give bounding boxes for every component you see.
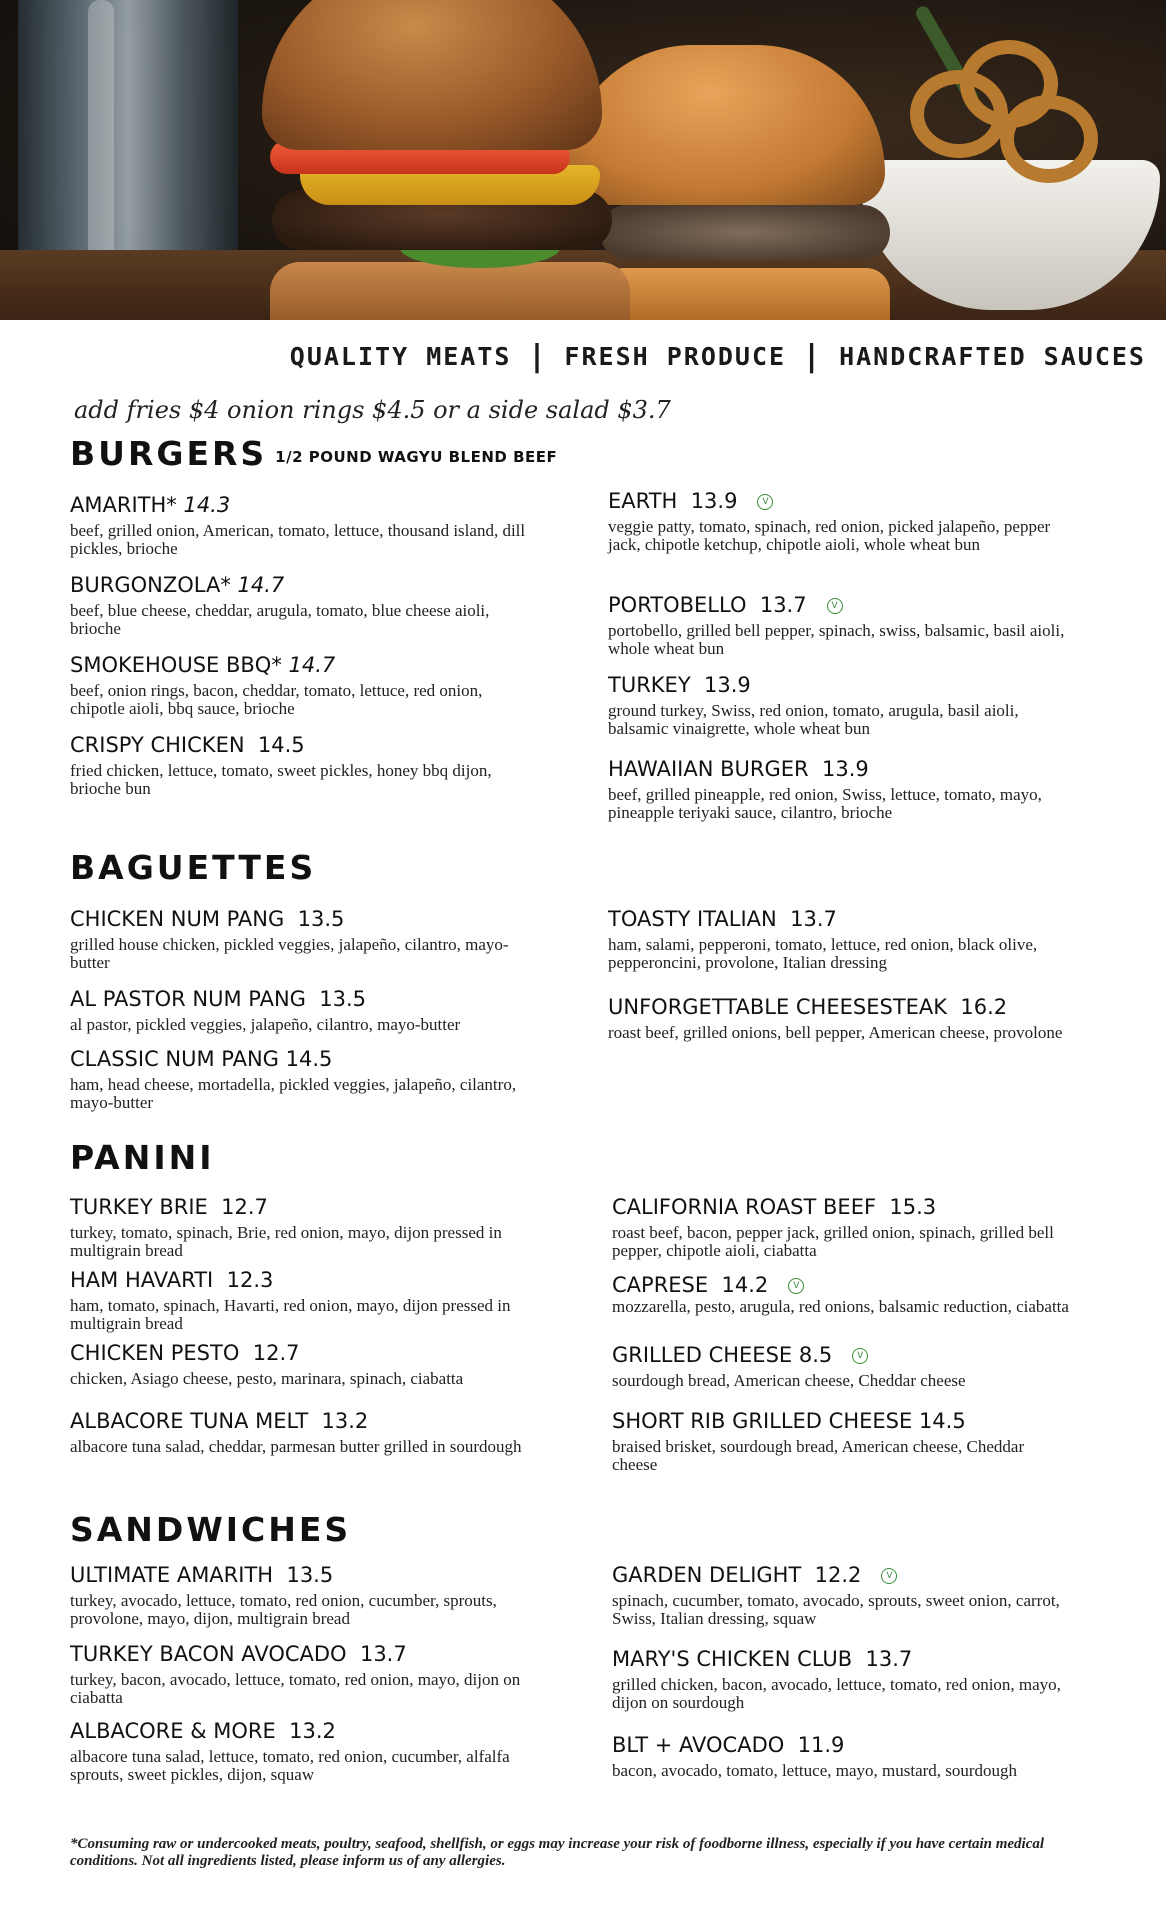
menu-item-al-pastor-num-pang	[70, 986, 530, 1034]
item-description: ham, salami, pepperoni, tomato, lettuce, red onion, black olive, pepperoncini, provolone, Italian dressing	[608, 935, 1038, 972]
item-name-text: GARDEN DELIGHT	[612, 1563, 802, 1587]
item-description: spinach, cucumber, tomato, avocado, sprouts, sweet onion, carrot, Swiss, Italian dressing, squaw	[612, 1591, 1060, 1628]
vegetarian-icon: V	[788, 1278, 804, 1294]
item-name	[70, 1194, 530, 1220]
menu-item-caprese	[612, 1272, 1072, 1316]
item-name-text: EARTH	[608, 489, 678, 513]
item-name-text: ALBACORE TUNA MELT	[70, 1409, 309, 1433]
onion-ring	[1000, 95, 1098, 183]
hero-burgers-photo	[0, 0, 1166, 320]
item-description: ham, tomato, spinach, Havarti, red onion, mayo, dijon pressed in multigrain bread	[70, 1296, 511, 1333]
item-name-text: HAWAIIAN BURGER	[608, 757, 809, 781]
menu-item-smokehouse-bbq	[70, 652, 530, 718]
section-title-panini: PANINI	[70, 1138, 215, 1177]
menu-item-garden-delight	[612, 1562, 1072, 1628]
item-price: 13.5	[286, 1563, 334, 1587]
item-description: turkey, tomato, spinach, Brie, red onion, mayo, dijon pressed in multigrain bread	[70, 1223, 502, 1260]
item-name-text: SMOKEHOUSE BBQ*	[70, 653, 282, 677]
vegetarian-icon: V	[881, 1568, 897, 1584]
item-name	[70, 1641, 530, 1667]
item-name	[70, 652, 530, 678]
menu-item-chicken-pesto	[70, 1340, 530, 1388]
item-name-text: GRILLED CHEESE	[612, 1343, 793, 1367]
item-description: bacon, avocado, tomato, lettuce, mayo, mustard, sourdough	[612, 1761, 1018, 1780]
item-name	[70, 1718, 530, 1744]
tagline-separator: |	[531, 338, 545, 374]
item-name	[70, 492, 530, 518]
addons-note: add fries $4 onion rings $4.5 or a side salad $3.7	[74, 396, 671, 424]
item-name	[70, 1562, 530, 1588]
item-description: roast beef, bacon, pepper jack, grilled onion, spinach, grilled bell pepper, chipotle aioli, ciabatta	[612, 1223, 1054, 1260]
item-description: albacore tuna salad, lettuce, tomato, red onion, cucumber, alfalfa sprouts, sweet pickles, dijon, squaw	[70, 1747, 510, 1784]
item-price: 13.7	[359, 1642, 407, 1666]
item-price: 13.2	[321, 1409, 369, 1433]
item-description: beef, onion rings, bacon, cheddar, tomato, lettuce, red onion, chipotle aioli, bbq sauce, brioche	[70, 681, 483, 718]
item-name-text: CLASSIC NUM PANG	[70, 1047, 279, 1071]
item-name	[612, 1562, 1072, 1588]
vegetarian-icon: V	[757, 494, 773, 510]
item-price: 12.3	[226, 1268, 274, 1292]
burger-bun	[565, 45, 885, 205]
vegetarian-icon: V	[827, 598, 843, 614]
item-description: al pastor, pickled veggies, jalapeño, cilantro, mayo-butter	[70, 1015, 461, 1034]
burger-bun	[262, 0, 602, 150]
item-name-text: TURKEY	[608, 673, 691, 697]
item-name	[608, 592, 1068, 618]
item-name-text: UNFORGETTABLE CHEESESTEAK	[608, 995, 948, 1019]
item-name-text: ULTIMATE AMARITH	[70, 1563, 274, 1587]
section-subtitle: 1/2 POUND WAGYU BLEND BEEF	[275, 448, 558, 466]
item-name	[70, 906, 530, 932]
item-name	[70, 1340, 530, 1366]
item-name-text: CAPRESE	[612, 1273, 709, 1297]
item-description: beef, grilled onion, American, tomato, lettuce, thousand island, dill pickles, brioche	[70, 521, 526, 558]
tagline-handcrafted-sauces: HANDCRAFTED SAUCES	[839, 341, 1146, 371]
item-name-text: BURGONZOLA*	[70, 573, 231, 597]
allergy-disclaimer: *Consuming raw or undercooked meats, poultry, seafood, shellfish, or eggs may increase your risk of foodborne illness, especially if you have certain medical conditions. Not all ingredients listed, please inform us of any allergies.	[70, 1836, 1045, 1869]
menu-item-short-rib-grilled-cheese	[612, 1408, 1072, 1474]
item-description: mozzarella, pesto, arugula, red onions, balsamic reduction, ciabatta	[612, 1297, 1069, 1316]
item-name	[612, 1408, 1072, 1434]
item-name	[608, 672, 1068, 698]
item-price: 16.2	[960, 995, 1008, 1019]
item-name	[612, 1342, 1072, 1368]
item-name-text: CHICKEN NUM PANG	[70, 907, 285, 931]
item-name	[70, 1046, 530, 1072]
item-price: 14.7	[237, 573, 285, 597]
menu-item-blt-avocado	[612, 1732, 1072, 1780]
item-price: 12.7	[221, 1195, 268, 1219]
item-description: fried chicken, lettuce, tomato, sweet pickles, honey bbq dijon, brioche bun	[70, 761, 492, 798]
menu-item-ultimate-amarith	[70, 1562, 530, 1628]
item-name-text: AL PASTOR NUM PANG	[70, 987, 306, 1011]
menu-item-grilled-cheese	[612, 1342, 1072, 1390]
item-description: braised brisket, sourdough bread, American cheese, Cheddar cheese	[612, 1437, 1025, 1474]
item-price: 13.9	[704, 673, 751, 697]
item-price: 14.2	[721, 1273, 769, 1297]
item-price: 11.9	[797, 1733, 845, 1757]
item-name-text: TOASTY ITALIAN	[608, 907, 777, 931]
item-description: turkey, avocado, lettuce, tomato, red onion, cucumber, sprouts, provolone, mayo, dijon, multigrain bread	[70, 1591, 497, 1628]
item-price: 13.9	[822, 757, 869, 781]
item-name	[608, 906, 1068, 932]
menu-item-amarith	[70, 492, 530, 558]
item-name	[608, 488, 1068, 514]
item-name-text: CALIFORNIA ROAST BEEF	[612, 1195, 877, 1219]
item-name-text: BLT + AVOCADO	[612, 1733, 785, 1757]
section-title-burgers: BURGERS 1/2 POUND WAGYU BLEND BEEF	[70, 434, 558, 473]
item-description: beef, blue cheese, cheddar, arugula, tomato, blue cheese aioli, brioche	[70, 601, 490, 638]
menu-item-ham-havarti	[70, 1267, 530, 1333]
menu-item-hawaiian-burger	[608, 756, 1068, 822]
menu-item-crispy-chicken	[70, 732, 530, 798]
item-name	[608, 756, 1068, 782]
item-name	[70, 986, 530, 1012]
item-price: 12.2	[814, 1563, 862, 1587]
item-name-text: HAM HAVARTI	[70, 1268, 214, 1292]
item-description: turkey, bacon, avocado, lettuce, tomato, red onion, mayo, dijon on ciabatta	[70, 1670, 521, 1707]
menu-item-albacore-tuna-melt	[70, 1408, 530, 1456]
menu-item-unforgettable-cheesesteak	[608, 994, 1068, 1042]
item-description: veggie patty, tomato, spinach, red onion, picked jalapeño, pepper jack, chipotle ketchup, chipotle aioli, whole wheat bun	[608, 517, 1051, 554]
item-name	[612, 1194, 1072, 1220]
item-price: 14.5	[918, 1409, 966, 1433]
item-description: beef, grilled pineapple, red onion, Swiss, lettuce, tomato, mayo, pineapple teriyaki sauce, cilantro, brioche	[608, 785, 1042, 822]
item-price: 12.7	[252, 1341, 300, 1365]
item-description: grilled chicken, bacon, avocado, lettuce, tomato, red onion, mayo, dijon on sourdough	[612, 1675, 1061, 1712]
item-description: albacore tuna salad, cheddar, parmesan butter grilled in sourdough	[70, 1437, 522, 1456]
item-price: 15.3	[889, 1195, 937, 1219]
tagline-quality-meats: QUALITY MEATS	[289, 341, 512, 371]
item-name	[612, 1272, 1072, 1298]
item-description: roast beef, grilled onions, bell pepper, American cheese, provolone	[608, 1023, 1063, 1042]
item-description: chicken, Asiago cheese, pesto, marinara, spinach, ciabatta	[70, 1369, 464, 1388]
item-price: 14.3	[183, 493, 231, 517]
menu-item-burgonzola	[70, 572, 530, 638]
item-description: grilled house chicken, pickled veggies, jalapeño, cilantro, mayo-butter	[70, 935, 509, 972]
item-name-text: AMARITH*	[70, 493, 177, 517]
item-name	[70, 1408, 530, 1434]
tagline	[290, 338, 1146, 374]
item-name	[608, 994, 1068, 1020]
item-name	[612, 1646, 1072, 1672]
item-description: portobello, grilled bell pepper, spinach, swiss, balsamic, basil aioli, whole wheat bun	[608, 621, 1065, 658]
item-price: 14.5	[285, 1047, 333, 1071]
item-price: 13.5	[297, 907, 345, 931]
menu-item-toasty-italian	[608, 906, 1068, 972]
menu-item-turkey	[608, 672, 1068, 738]
menu-item-marys-chicken-club	[612, 1646, 1072, 1712]
section-title-baguettes: BAGUETTES	[70, 848, 317, 887]
menu-item-albacore-and-more	[70, 1718, 530, 1784]
item-name-text: TURKEY BRIE	[70, 1195, 208, 1219]
item-price: 13.9	[690, 489, 738, 513]
item-price: 13.7	[790, 907, 837, 931]
menu-item-turkey-bacon-avocado	[70, 1641, 530, 1707]
tagline-separator: |	[806, 338, 820, 374]
item-price: 8.5	[798, 1343, 833, 1367]
item-name	[70, 732, 530, 758]
item-name-text: CRISPY CHICKEN	[70, 733, 245, 757]
vegetarian-icon: V	[852, 1348, 868, 1364]
item-name-text: MARY'S CHICKEN CLUB	[612, 1647, 853, 1671]
item-description: sourdough bread, American cheese, Cheddar cheese	[612, 1371, 966, 1390]
item-name-text: TURKEY BACON AVOCADO	[70, 1642, 347, 1666]
item-name-text: PORTOBELLO	[608, 593, 747, 617]
item-description: ham, head cheese, mortadella, pickled veggies, jalapeño, cilantro, mayo-butter	[70, 1075, 517, 1112]
item-price: 13.5	[319, 987, 367, 1011]
item-name-text: CHICKEN PESTO	[70, 1341, 240, 1365]
item-name-text: SHORT RIB GRILLED CHEESE	[612, 1409, 913, 1433]
item-name	[70, 572, 530, 598]
menu-item-earth	[608, 488, 1068, 554]
item-description: ground turkey, Swiss, red onion, tomato, arugula, basil aioli, balsamic vinaigrette, whole wheat bun	[608, 701, 1019, 738]
menu-item-portobello	[608, 592, 1068, 658]
menu-item-turkey-brie	[70, 1194, 530, 1260]
item-price: 13.7	[759, 593, 807, 617]
menu-item-chicken-num-pang	[70, 906, 530, 972]
menu-item-classic-num-pang	[70, 1046, 530, 1112]
tagline-fresh-produce: FRESH PRODUCE	[564, 341, 787, 371]
item-price: 14.7	[288, 653, 336, 677]
item-price: 14.5	[257, 733, 305, 757]
section-title-sandwiches: SANDWICHES	[70, 1510, 352, 1549]
item-name	[612, 1732, 1072, 1758]
menu-item-california-roast-beef	[612, 1194, 1072, 1260]
item-name-text: ALBACORE & MORE	[70, 1719, 276, 1743]
item-name	[70, 1267, 530, 1293]
item-price: 13.2	[289, 1719, 336, 1743]
item-price: 13.7	[865, 1647, 913, 1671]
